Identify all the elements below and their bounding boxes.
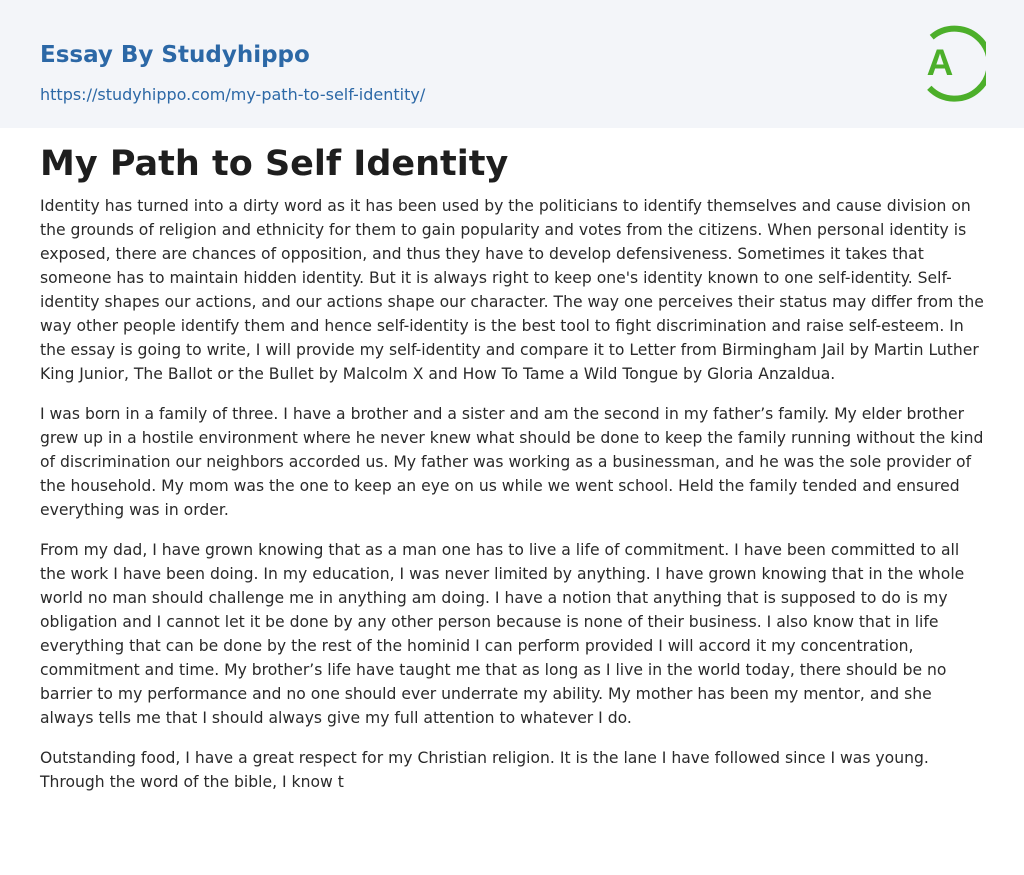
essay-title: My Path to Self Identity	[40, 144, 509, 184]
essay-body	[40, 194, 984, 810]
essay-paragraph: From my dad, I have grown knowing that as a man one has to live a life of commitment. I have been committed to all the work I have been doing. In my education, I was never limited by anything. I have grown knowing that in the whole world no man should challenge me in anything am doing. I have a notion that anything that is supposed to do is my obligation and I cannot let it be done by any other person because is none of their business. I also know that in life everything that can be done by the rest of the hominid I can perform provided I will accord it my concentration, commitment and time. My brother’s life have taught me that as long as I live in the world today, there should be no barrier to my performance and no one should ever underrate my ability. My mother has been my mentor, and she always tells me that I should always give my full attention to whatever I do.	[40, 541, 965, 727]
brand-title: Essay By Studyhippo	[40, 42, 310, 68]
studyhippo-logo-icon[interactable]	[912, 20, 986, 104]
essay-paragraph: Outstanding food, I have a great respect for my Christian religion. It is the lane I have followed since I was young. Through the word of the bible, I know t	[40, 749, 929, 791]
essay-paragraph: I was born in a family of three. I have a brother and a sister and am the second in my father’s family. My elder brother grew up in a hostile environment where he never knew what should be done to keep the family running without the kind of discrimination our neighbors accorded us. My father was working as a businessman, and he was the sole provider of the household. My mom was the one to keep an eye on us while we went school. Held the family tended and ensured everything was in order.	[40, 405, 984, 519]
site-header	[0, 0, 1024, 128]
logo-letter: A	[926, 42, 954, 83]
essay-url-link[interactable]: https://studyhippo.com/my-path-to-self-identity/	[40, 85, 426, 104]
essay-paragraph: Identity has turned into a dirty word as it has been used by the politicians to identify themselves and cause division on the grounds of religion and ethnicity for them to gain popularity and votes from the citizens. When personal identity is exposed, there are chances of opposition, and thus they have to develop defensiveness. Sometimes it takes that someone has to maintain hidden identity. But it is always right to keep one's identity known to one self-identity. Self-identity shapes our actions, and our actions shape our character. The way one perceives their status may differ from the way other people identify them and hence self-identity is the best tool to fight discrimination and raise self-esteem. In the essay is going to write, I will provide my self-identity and compare it to Letter from Birmingham Jail by Martin Luther King Junior, The Ballot or the Bullet by Malcolm X and How To Tame a Wild Tongue by Gloria Anzaldua.	[40, 197, 984, 383]
